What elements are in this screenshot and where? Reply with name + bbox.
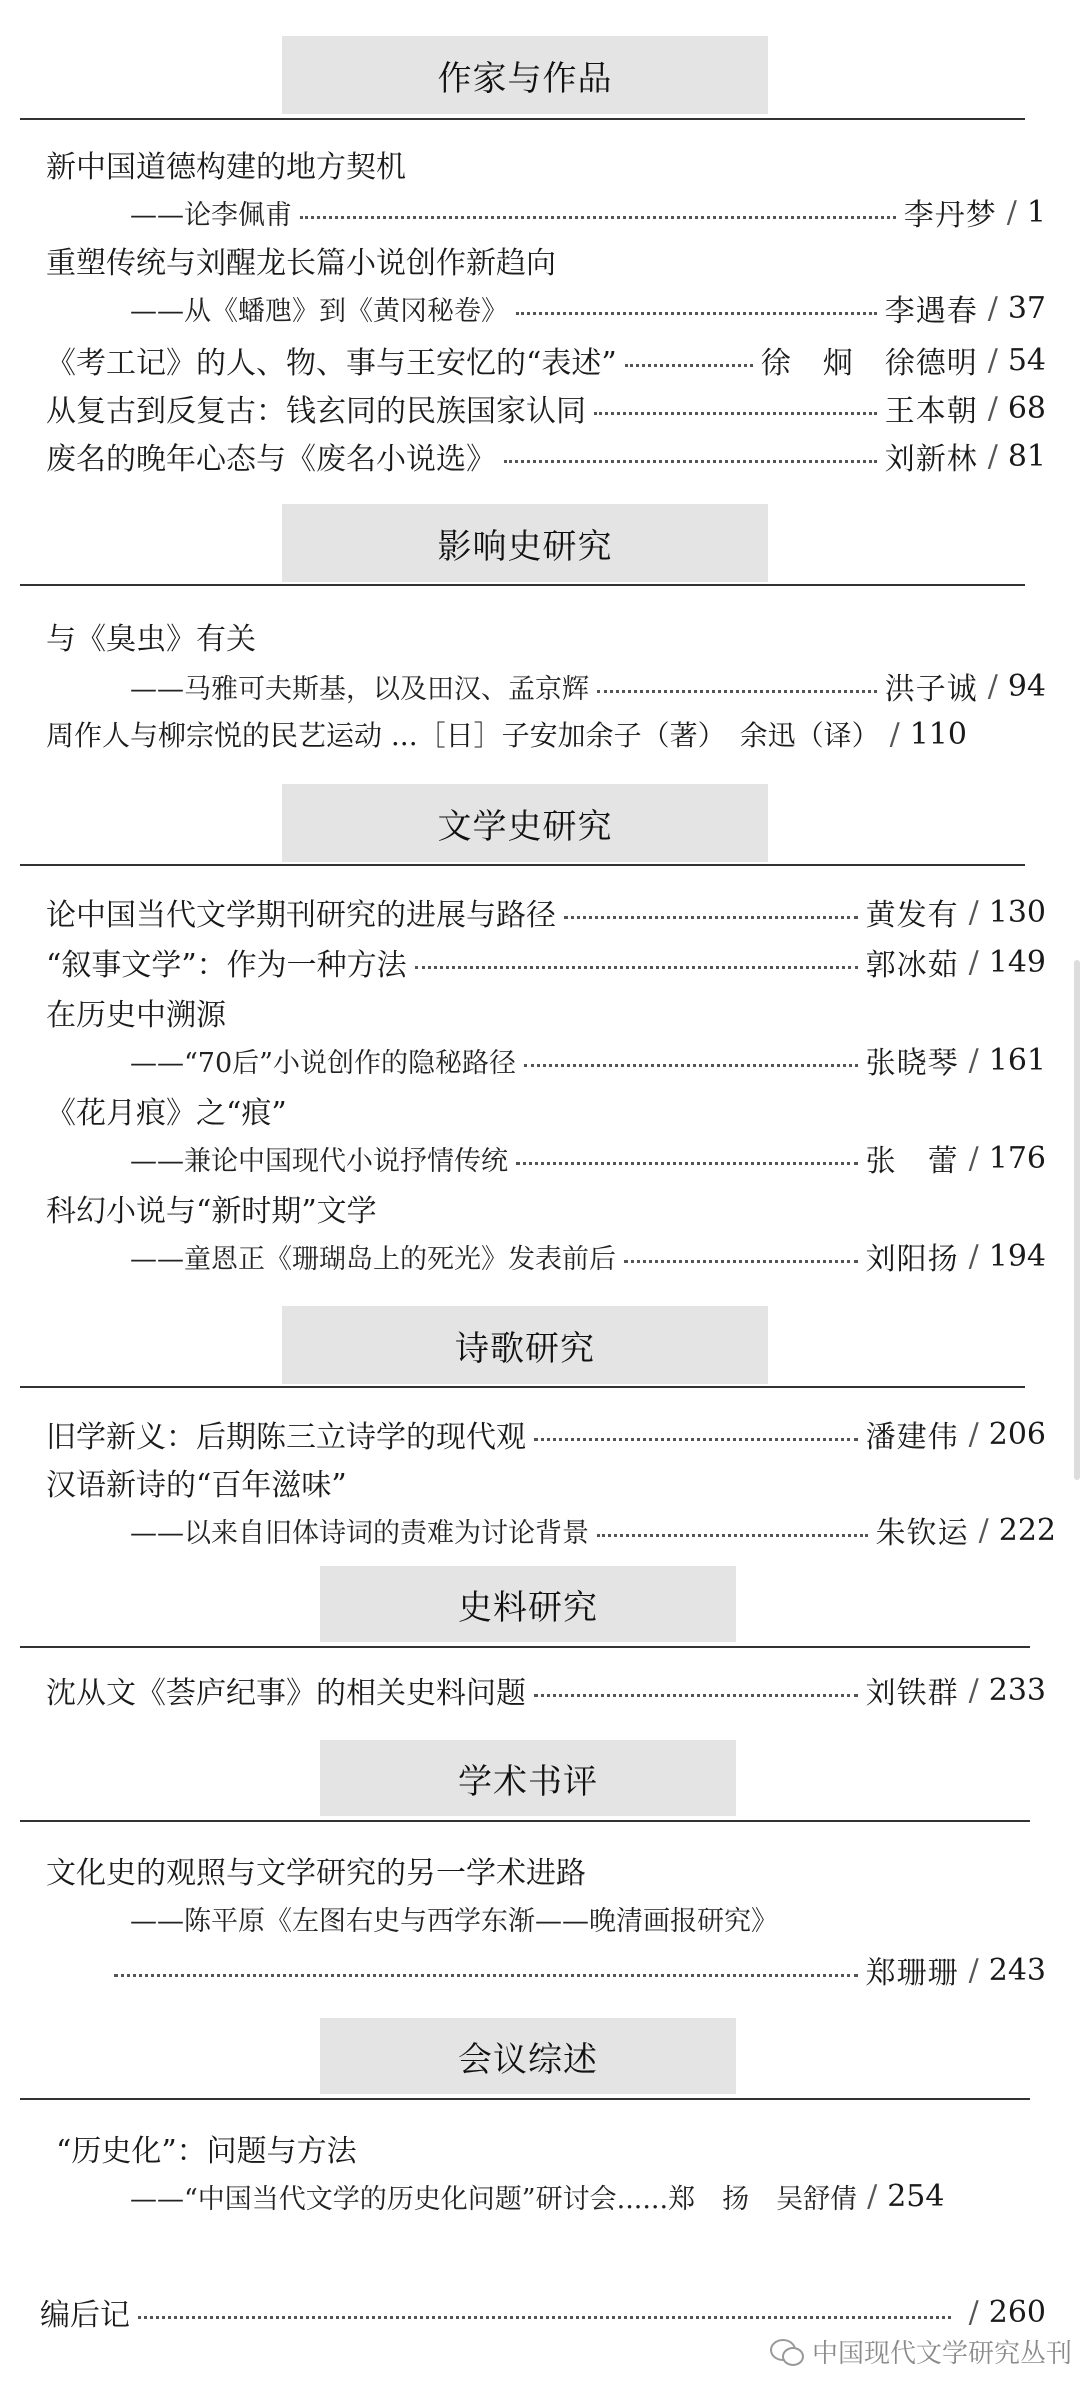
section-header-conference-review: 会议综述 [320,2018,736,2094]
slash-separator: / [987,668,998,704]
slash-separator: / [987,290,998,326]
entry-subtitle: ——陈平原《左图右史与西学东渐——晚清画报研究》 [130,1905,778,1937]
toc-entry[interactable] [46,140,1046,188]
leader-dots [114,1974,858,1977]
entry-author: 刘铁群 [865,1676,959,1711]
entry-title: 重塑传统与刘醒龙长篇小说创作新趋向 [46,246,556,281]
watermark [770,2333,1072,2370]
toc-entry[interactable] [46,1036,1046,1084]
entry-title: 汉语新诗的“百年滋味” [46,1468,347,1503]
entry-page: 194 [988,1238,1046,1274]
entry-page: 130 [988,894,1046,930]
toc-entry-postscript[interactable] [40,2288,1046,2336]
section-header-literary-history: 文学史研究 [282,784,768,862]
slash-separator: / [968,1952,979,1988]
entry-title: 周作人与柳宗悦的民艺运动 ...［日］子安加余子（著） 余迅（译） [46,719,880,752]
toc-entry[interactable] [46,710,1046,758]
entry-author: 王本朝 [884,394,978,429]
slash-separator: / [968,1238,979,1274]
entry-subtitle: ——兼论中国现代小说抒情传统 [130,1145,508,1177]
leader-dots [138,2316,951,2319]
slash-separator: / [889,716,900,752]
slash-separator: / [968,894,979,930]
wechat-icon [770,2339,804,2365]
section-divider [20,1646,1030,1648]
slash-separator: / [968,944,979,980]
entry-title: 旧学新义：后期陈三立诗学的现代观 [46,1420,526,1455]
leader-dots [534,1438,858,1441]
section-divider [20,584,1025,586]
toc-entry[interactable] [46,432,1046,480]
toc-entry[interactable] [46,662,1046,710]
slash-separator: / [968,1416,979,1452]
slash-separator: / [867,2178,878,2214]
entry-subtitle: ——从《蟠虺》到《黄冈秘卷》 [130,295,508,327]
entry-subtitle: ——以来自旧体诗词的责难为讨论背景 [130,1517,589,1549]
toc-entry[interactable] [46,1134,1046,1182]
toc-entry[interactable] [46,188,1046,236]
entry-title: 编后记 [40,2298,130,2333]
entry-author: 徐 炯 徐德明 [760,346,978,381]
slash-separator: / [968,1672,979,1708]
entry-author: 朱钦运 [875,1516,969,1551]
entry-title: 从复古到反复古：钱玄同的民族国家认同 [46,394,586,429]
toc-entry[interactable] [46,236,1046,284]
entry-page: 68 [1007,390,1046,426]
entry-subtitle: ——论李佩甫 [130,199,292,231]
watermark-text: 中国现代文学研究丛刊 [811,2339,1072,2369]
entry-author: 刘新林 [884,442,978,477]
leader-dots [300,216,896,219]
entry-author: 黄发有 [865,898,959,933]
leader-dots [524,1064,858,1067]
leader-dots [625,364,753,367]
entry-subtitle: ——马雅可夫斯基，以及田汉、孟京辉 [130,673,589,705]
entry-title: 科幻小说与“新时期”文学 [46,1194,377,1229]
entry-page: 243 [988,1952,1046,1988]
section-header-poetry-studies: 诗歌研究 [282,1306,768,1384]
entry-page: 37 [1007,290,1046,326]
slash-separator: / [968,2294,979,2330]
leader-dots [594,412,877,415]
slash-separator: / [1006,194,1017,230]
entry-page: 1 [1026,194,1046,230]
toc-entry[interactable] [46,2172,1046,2220]
entry-author: 李丹梦 [903,198,997,233]
entry-page: 233 [988,1672,1046,1708]
entry-title: 沈从文《荟庐纪事》的相关史料问题 [46,1676,526,1711]
toc-entry[interactable] [46,1894,1046,1942]
toc-entry[interactable] [46,1666,1046,1714]
entry-author: 张晓琴 [865,1046,959,1081]
entry-title: 与《臭虫》有关 [46,622,256,657]
entry-title: 废名的晚年心态与《废名小说选》 [46,442,496,477]
toc-entry[interactable] [46,1846,1046,1894]
entry-title: 在历史中溯源 [46,998,226,1033]
toc-entry[interactable] [46,1946,1046,1994]
entry-title: 新中国道德构建的地方契机 [46,150,406,185]
section-divider [20,2098,1030,2100]
scroll-indicator[interactable] [1074,960,1080,1480]
leader-dots [624,1260,858,1263]
toc-entry[interactable] [56,2124,1046,2172]
entry-author: 刘阳扬 [865,1242,959,1277]
slash-separator: / [968,1042,979,1078]
entry-page: 260 [988,2294,1046,2330]
section-header-influence-history: 影响史研究 [282,504,768,582]
toc-entry[interactable] [46,1410,1046,1458]
entry-page: 176 [988,1140,1046,1176]
entry-title: 《考工记》的人、物、事与王安忆的“表述” [46,346,617,381]
entry-page: 206 [988,1416,1046,1452]
section-header-writers-works: 作家与作品 [282,36,768,114]
toc-entry[interactable] [46,1184,1046,1232]
toc-entry[interactable] [46,384,1046,432]
entry-author: 李遇春 [884,294,978,329]
slash-separator: / [978,1512,989,1548]
entry-page: 54 [1007,342,1046,378]
entry-subtitle: ——“70后”小说创作的隐秘路径 [130,1047,516,1079]
leader-dots [516,1162,858,1165]
section-divider [20,864,1025,866]
entry-subtitle: ——童恩正《珊瑚岛上的死光》发表前后 [130,1243,616,1275]
entry-title: “历史化”：问题与方法 [56,2134,357,2169]
entry-title: 文化史的观照与文学研究的另一学术进路 [46,1856,586,1891]
entry-page: 254 [887,2178,945,2214]
leader-dots [597,690,877,693]
slash-separator: / [987,342,998,378]
toc-entry[interactable] [46,988,1046,1036]
toc-entry[interactable] [46,1506,1056,1554]
entry-author: 郑珊珊 [865,1956,959,1991]
leader-dots [415,966,858,969]
entry-page: 222 [998,1512,1056,1548]
section-divider [20,1386,1025,1388]
entry-author: 张 蕾 [865,1144,959,1179]
toc-entry[interactable] [46,938,1046,986]
toc-entry[interactable] [46,284,1046,332]
entry-author: 潘建伟 [865,1420,959,1455]
entry-subtitle: ——“中国当代文学的历史化问题”研讨会......郑 扬 吴舒倩 [130,2183,858,2215]
entry-page: 149 [988,944,1046,980]
entry-author: 郭冰茹 [865,948,959,983]
entry-page: 81 [1007,438,1046,474]
toc-entry[interactable] [46,612,1046,660]
slash-separator: / [968,1140,979,1176]
section-divider [20,118,1025,120]
entry-page: 161 [988,1042,1046,1078]
section-header-historical-materials: 史料研究 [320,1566,736,1642]
leader-dots [597,1534,868,1537]
entry-page: 94 [1007,668,1046,704]
toc-entry[interactable] [46,1086,1046,1134]
leader-dots [516,312,877,315]
toc-entry[interactable] [46,888,1046,936]
entry-author: 洪子诚 [884,672,978,707]
section-header-book-reviews: 学术书评 [320,1740,736,1816]
entry-title: 论中国当代文学期刊研究的进展与路径 [46,898,556,933]
toc-entry[interactable] [46,1232,1046,1280]
leader-dots [504,460,877,463]
slash-separator: / [987,438,998,474]
toc-entry[interactable] [46,1458,1046,1506]
leader-dots [534,1694,858,1697]
entry-title: 《花月痕》之“痕” [46,1096,287,1131]
leader-dots [564,916,858,919]
toc-entry[interactable] [46,336,1046,384]
entry-page: 110 [909,716,967,752]
slash-separator: / [987,390,998,426]
entry-title: “叙事文学”：作为一种方法 [46,948,407,983]
section-divider [20,1820,1030,1822]
